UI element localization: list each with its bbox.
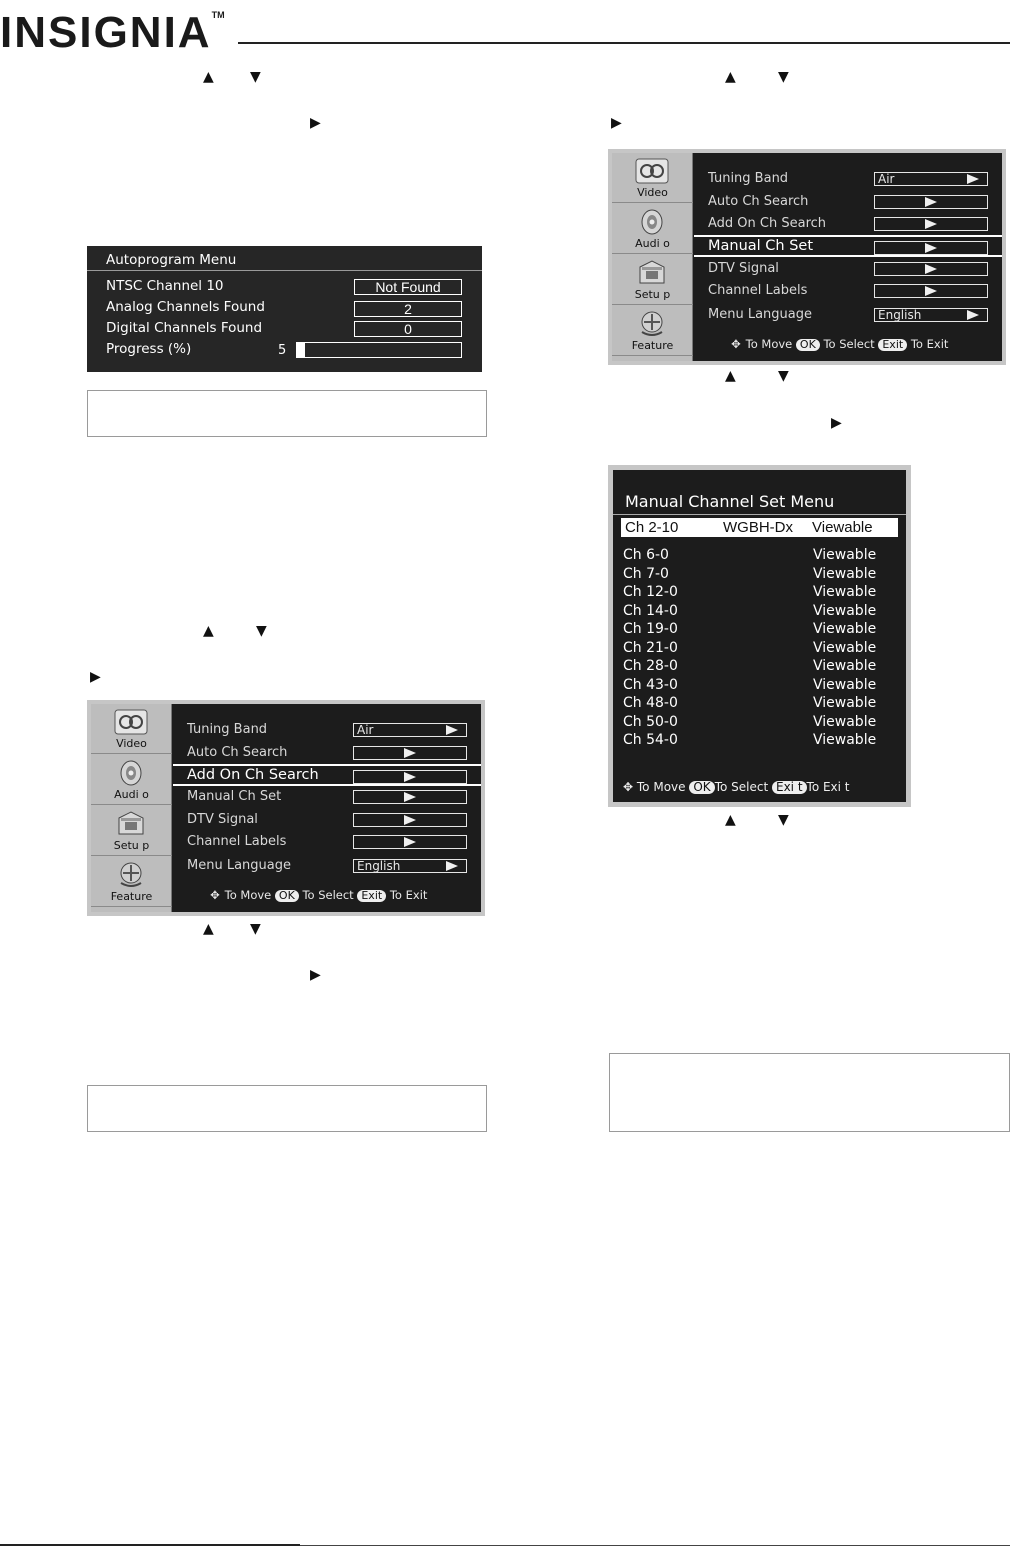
sidebar-item-audio[interactable]: [91, 755, 172, 805]
channel-status: Viewable: [813, 602, 877, 619]
exit-key-icon: Exit: [878, 339, 907, 351]
menu-item-value-box[interactable]: [874, 241, 988, 255]
menu-item-label: Channel Labels: [187, 834, 287, 849]
channel-status: Viewable: [813, 695, 877, 711]
channel-number: Ch 19-0: [623, 621, 678, 637]
digital-channels-label: Digital Channels Found: [106, 320, 263, 336]
sidebar-item-video[interactable]: [91, 704, 172, 754]
up-arrow-icon: ▲: [725, 69, 736, 85]
exit-key-icon: Exit: [357, 890, 386, 902]
chevron-right-icon: [925, 197, 937, 207]
menu-item-manual-ch-set[interactable]: [173, 786, 481, 808]
footer-rule: [0, 1544, 300, 1546]
move-icon: ✥: [731, 337, 741, 351]
autoprogram-title: Autoprogram Menu: [106, 252, 237, 268]
channel-number: Ch 43-0: [623, 676, 678, 693]
channel-status: Viewable: [813, 713, 877, 730]
chevron-right-icon: [925, 264, 937, 274]
menu-item-value: Air: [878, 172, 895, 186]
menu-item-label: Menu Language: [708, 307, 812, 322]
down-arrow-icon: ▼: [250, 921, 261, 937]
channel-status: Viewable: [813, 584, 877, 600]
analog-channels-value: 2: [354, 301, 462, 317]
menu-item-label: DTV Signal: [708, 261, 779, 276]
video-icon: [634, 157, 670, 185]
menu-item-label: Manual Ch Set: [187, 789, 282, 804]
chevron-right-icon: [404, 837, 416, 847]
channel-status: Viewable: [813, 732, 877, 748]
menu-item-label: Auto Ch Search: [708, 194, 809, 209]
menu-hint: ✥ To Move OK To Select Exit To Exit: [210, 888, 428, 902]
progress-label: Progress (%): [106, 341, 192, 357]
menu-item-value-box[interactable]: [874, 284, 988, 298]
sidebar-item-label: Feature: [631, 339, 674, 352]
sidebar-item-video[interactable]: [612, 153, 693, 203]
sidebar-item-feature[interactable]: [612, 306, 693, 356]
right-arrow-icon: ▶: [310, 115, 321, 131]
down-arrow-icon: ▼: [250, 69, 261, 85]
menu-item-label: Manual Ch Set: [708, 238, 814, 254]
autoprogram-menu: [87, 246, 482, 372]
menu-item-value-box[interactable]: [353, 859, 467, 873]
menu-item-add-on-ch-search[interactable]: [694, 213, 1002, 235]
menu-item-label: Auto Ch Search: [187, 745, 288, 760]
selected-channel-row: [621, 518, 898, 537]
menu-item-label: Add On Ch Search: [187, 767, 319, 783]
sidebar-item-label: Feature: [110, 890, 153, 903]
manual-channel-set-menu: [608, 465, 911, 807]
sidebar-item-setup[interactable]: [612, 255, 693, 305]
channel-status: Viewable: [813, 658, 877, 674]
channel-row[interactable]: [623, 566, 898, 584]
selected-channel: Ch 2-10: [625, 519, 679, 536]
sidebar-item-setup[interactable]: [91, 806, 172, 856]
progress-value: 5: [278, 343, 287, 358]
setup-icon: [634, 259, 670, 287]
up-arrow-icon: ▲: [203, 623, 214, 639]
menu-item-dtv-signal[interactable]: [173, 809, 481, 831]
chevron-right-icon: [404, 772, 416, 782]
ok-key-icon: OK: [275, 890, 299, 902]
channel-row[interactable]: [623, 603, 898, 621]
manual-panel: [613, 470, 906, 802]
up-arrow-icon: ▲: [203, 69, 214, 85]
menu-item-label: Add On Ch Search: [708, 216, 827, 231]
menu-item-value-box[interactable]: [353, 835, 467, 849]
channel-status: Viewable: [813, 621, 877, 637]
menu-item-value-box[interactable]: [874, 217, 988, 231]
channel-row[interactable]: [623, 714, 898, 732]
menu-item-value-box[interactable]: [353, 770, 467, 784]
menu-item-value-box[interactable]: [353, 746, 467, 760]
chevron-right-icon: [967, 310, 979, 320]
exit-key-icon: Exi t: [772, 781, 807, 794]
channel-number: Ch 7-0: [623, 565, 669, 582]
setup-icon: [113, 810, 149, 838]
menu-item-label: Tuning Band: [708, 171, 789, 186]
footer-rule: [300, 1545, 1010, 1546]
menu-item-menu-language[interactable]: [694, 304, 1002, 326]
feature-icon: [634, 310, 670, 338]
chevron-right-icon: [446, 861, 458, 871]
feature-icon: [113, 861, 149, 889]
selected-channel-status: Viewable: [812, 519, 873, 536]
channel-number: Ch 50-0: [623, 713, 678, 730]
menu-item-value: English: [357, 859, 401, 873]
title-divider: [613, 514, 906, 515]
menu-hint: ✥ To Move OK To Select Exit To Exit: [731, 337, 949, 351]
chevron-right-icon: [446, 725, 458, 735]
channel-status: Viewable: [813, 547, 877, 563]
menu-item-label: Tuning Band: [187, 722, 268, 737]
chevron-right-icon: [404, 792, 416, 802]
title-divider: [87, 270, 482, 271]
channel-row[interactable]: [623, 677, 898, 695]
move-icon: ✥: [623, 780, 634, 794]
chevron-right-icon: [925, 219, 937, 229]
up-arrow-icon: ▲: [725, 812, 736, 828]
sidebar-item-label: Audi o: [114, 788, 149, 801]
menu-panel: [612, 153, 1002, 361]
down-arrow-icon: ▼: [778, 69, 789, 85]
channel-row[interactable]: [623, 695, 898, 713]
sidebar-item-label: Setu p: [634, 288, 671, 301]
down-arrow-icon: ▼: [778, 368, 789, 384]
menu-item-value-box[interactable]: [874, 172, 988, 186]
channel-row[interactable]: [623, 547, 898, 565]
menu-item-value-box[interactable]: [874, 262, 988, 276]
menu-sidebar: [91, 704, 172, 912]
channel-number: Ch 6-0: [623, 547, 669, 563]
channel-row[interactable]: [623, 658, 898, 676]
brand-logo: [0, 8, 225, 58]
down-arrow-icon: ▼: [256, 623, 267, 639]
chevron-right-icon: [967, 174, 979, 184]
sidebar-item-label: Audi o: [635, 237, 670, 250]
channel-menu-manual-ch-set: [608, 149, 1006, 365]
menu-panel: [91, 704, 481, 912]
ok-key-icon: OK: [689, 781, 714, 794]
channel-number: Ch 48-0: [623, 695, 678, 711]
channel-status: Viewable: [813, 565, 877, 582]
menu-item-manual-ch-set[interactable]: [694, 235, 1002, 257]
brand-name: INSIGNIA: [0, 8, 212, 57]
up-arrow-icon: ▲: [725, 368, 736, 384]
channel-number: Ch 12-0: [623, 584, 678, 600]
right-arrow-icon: ▶: [831, 415, 842, 431]
channel-status: Viewable: [813, 676, 877, 693]
menu-item-channel-labels[interactable]: [173, 831, 481, 853]
right-arrow-icon: ▶: [310, 967, 321, 983]
move-icon: ✥: [210, 888, 220, 902]
channel-row[interactable]: [623, 640, 898, 658]
down-arrow-icon: ▼: [778, 812, 789, 828]
right-arrow-icon: ▶: [90, 669, 101, 685]
note-box: [609, 1053, 1010, 1132]
sidebar-item-label: Video: [637, 186, 668, 199]
right-arrow-icon: ▶: [611, 115, 622, 131]
channel-row[interactable]: [623, 584, 898, 602]
menu-item-label: DTV Signal: [187, 812, 258, 827]
manual-menu-hint: ✥ To Move OK To Select Exi t To Exi t: [623, 780, 850, 794]
sidebar-item-label: Video: [116, 737, 147, 750]
selected-channel-name: WGBH-Dx: [723, 519, 793, 536]
sidebar-item-audio[interactable]: [612, 204, 693, 254]
channel-row[interactable]: [623, 732, 898, 750]
chevron-right-icon: [404, 815, 416, 825]
menu-item-value: English: [878, 308, 922, 322]
menu-item-label: Channel Labels: [708, 283, 808, 298]
note-box: [87, 1085, 487, 1132]
menu-item-channel-labels[interactable]: [694, 280, 1002, 302]
ntsc-channel-value: Not Found: [354, 279, 462, 295]
menu-item-value-box[interactable]: [353, 723, 467, 737]
channel-status: Viewable: [813, 639, 877, 656]
menu-item-value-box[interactable]: [874, 308, 988, 322]
menu-item-tuning-band[interactable]: [694, 168, 1002, 190]
channel-number: Ch 28-0: [623, 658, 678, 674]
sidebar-item-feature[interactable]: [91, 857, 172, 907]
up-arrow-icon: ▲: [203, 921, 214, 937]
trademark-mark: TM: [211, 10, 225, 20]
chevron-right-icon: [925, 243, 937, 253]
menu-item-value: Air: [357, 723, 374, 737]
channel-number: Ch 54-0: [623, 732, 678, 748]
header-rule: [238, 42, 1010, 44]
channel-row[interactable]: [623, 621, 898, 639]
chevron-right-icon: [404, 748, 416, 758]
menu-item-value-box[interactable]: [353, 790, 467, 804]
menu-item-value-box[interactable]: [353, 813, 467, 827]
channel-number: Ch 14-0: [623, 602, 678, 619]
channel-number: Ch 21-0: [623, 639, 678, 656]
menu-item-auto-ch-search[interactable]: [173, 742, 481, 764]
menu-item-label: Menu Language: [187, 858, 291, 873]
chevron-right-icon: [925, 286, 937, 296]
sidebar-item-label: Setu p: [113, 839, 150, 852]
menu-item-add-on-ch-search[interactable]: [173, 764, 481, 786]
audio-icon: [113, 759, 149, 787]
progress-bar: [296, 342, 462, 358]
menu-item-tuning-band[interactable]: [173, 719, 481, 741]
menu-item-menu-language[interactable]: [173, 855, 481, 877]
digital-channels-value: 0: [354, 321, 462, 337]
ok-key-icon: OK: [796, 339, 820, 351]
menu-item-auto-ch-search[interactable]: [694, 191, 1002, 213]
menu-sidebar: [612, 153, 693, 361]
menu-item-dtv-signal[interactable]: [694, 258, 1002, 280]
video-icon: [113, 708, 149, 736]
menu-item-value-box[interactable]: [874, 195, 988, 209]
audio-icon: [634, 208, 670, 236]
progress-fill: [297, 343, 305, 357]
manual-menu-title: Manual Channel Set Menu: [625, 492, 835, 511]
channel-menu-add-on-search: [87, 700, 485, 916]
analog-channels-label: Analog Channels Found: [106, 299, 265, 315]
note-box: [87, 390, 487, 437]
ntsc-channel-label: NTSC Channel 10: [106, 278, 224, 294]
